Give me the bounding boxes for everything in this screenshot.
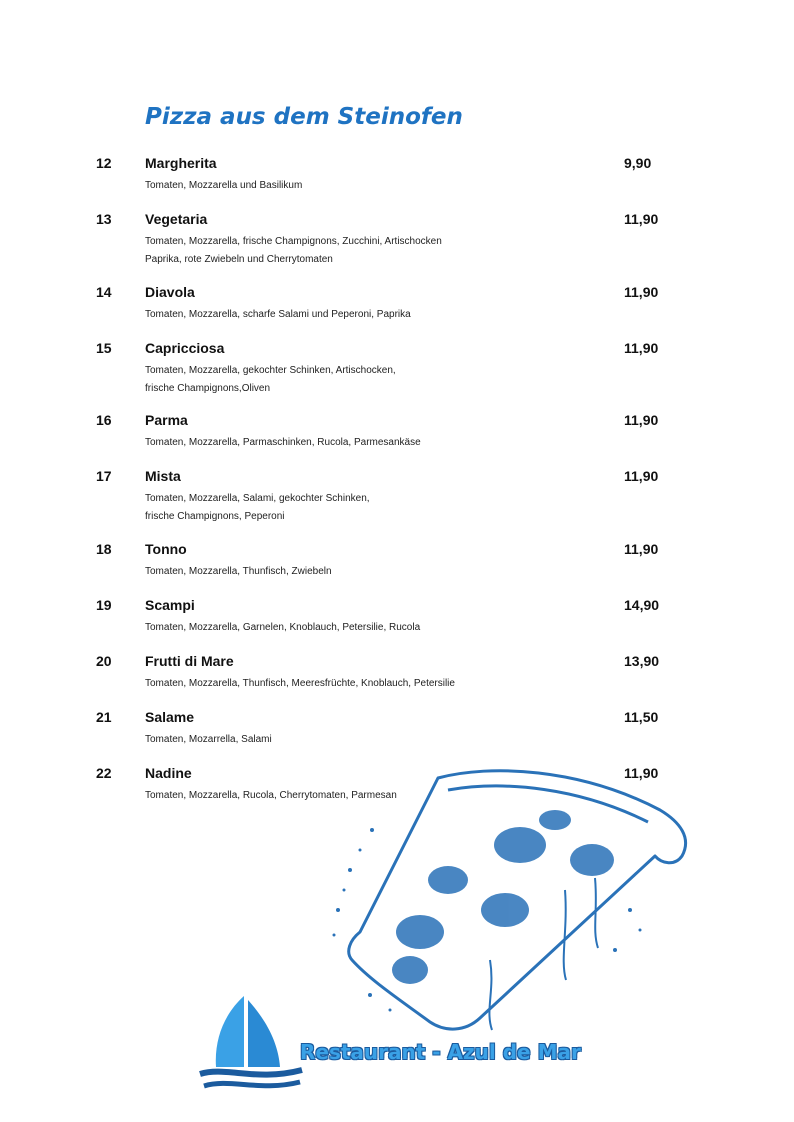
description-line: Tomaten, Mozzarella, Parmaschinken, Rucola, Parmesankäse — [145, 437, 421, 448]
item-number: 16 — [96, 412, 112, 428]
sailboat-logo-icon — [196, 992, 306, 1092]
item-description — [145, 563, 332, 581]
item-name: Scampi — [145, 597, 195, 613]
item-name: Nadine — [145, 765, 192, 781]
description-line: Tomaten, Mozzarella, Thunfisch, Meeresfrüchte, Knoblauch, Petersilie — [145, 678, 455, 689]
page-title: Pizza aus dem Steinofen — [145, 104, 463, 130]
item-name: Salame — [145, 709, 195, 725]
item-price: 11,90 — [624, 284, 659, 300]
description-line: Tomaten, Mozzarella, Garnelen, Knoblauch, Petersilie, Rucola — [145, 622, 421, 633]
item-name: Capricciosa — [145, 340, 225, 356]
item-description — [145, 434, 421, 452]
pizza-slice-illustration — [330, 760, 700, 1040]
item-name: Margherita — [145, 155, 217, 171]
item-number: 21 — [96, 709, 112, 725]
item-number: 18 — [96, 541, 112, 557]
item-price: 11,90 — [624, 541, 659, 557]
item-price: 13,90 — [624, 653, 660, 669]
item-name: Tonno — [145, 541, 187, 557]
description-line: frische Champignons, Peperoni — [145, 511, 285, 522]
item-description — [145, 362, 396, 398]
item-price: 9,90 — [624, 155, 652, 171]
description-line: Tomaten, Mozzarella, Rucola, Cherrytomaten, Parmesan — [145, 790, 397, 801]
item-description — [145, 619, 420, 637]
description-line: Tomaten, Mozarrella, Salami — [145, 734, 272, 745]
description-line: Tomaten, Mozzarella, gekochter Schinken, Artischocken, — [145, 365, 396, 376]
description-line: Paprika, rote Zwiebeln und Cherrytomaten — [145, 254, 333, 265]
item-price: 11,90 — [624, 211, 659, 227]
item-number: 15 — [96, 340, 112, 356]
restaurant-name: Restaurant - Azul de Mar — [300, 1040, 581, 1064]
item-description — [145, 306, 411, 324]
item-description — [145, 177, 302, 195]
description-line: Tomaten, Mozzarella, Thunfisch, Zwiebeln — [145, 566, 332, 577]
item-price: 11,90 — [624, 765, 659, 781]
item-name: Mista — [145, 468, 181, 484]
item-description — [145, 675, 455, 693]
item-price: 14,90 — [624, 597, 660, 613]
item-number: 14 — [96, 284, 112, 300]
item-number: 20 — [96, 653, 112, 669]
item-number: 19 — [96, 597, 112, 613]
description-line: frische Champignons,Oliven — [145, 383, 271, 394]
item-price: 11,50 — [624, 709, 659, 725]
description-line: Tomaten, Mozzarella, Salami, gekochter Schinken, — [145, 493, 370, 504]
item-price: 11,90 — [624, 412, 659, 428]
item-price: 11,90 — [624, 340, 659, 356]
item-number: 17 — [96, 468, 112, 484]
item-description — [145, 490, 370, 526]
item-name: Frutti di Mare — [145, 653, 234, 669]
description-line: Tomaten, Mozzarella, scharfe Salami und Peperoni, Paprika — [145, 309, 411, 320]
item-description — [145, 233, 442, 269]
item-name: Vegetaria — [145, 211, 208, 227]
description-line: Tomaten, Mozzarella, frische Champignons, Zucchini, Artischocken — [145, 236, 442, 247]
item-number: 13 — [96, 211, 112, 227]
item-name: Parma — [145, 412, 188, 428]
item-number: 12 — [96, 155, 112, 171]
item-description — [145, 731, 272, 749]
item-number: 22 — [96, 765, 112, 781]
item-name: Diavola — [145, 284, 195, 300]
description-line: Tomaten, Mozzarella und Basilikum — [145, 180, 303, 191]
item-price: 11,90 — [624, 468, 659, 484]
